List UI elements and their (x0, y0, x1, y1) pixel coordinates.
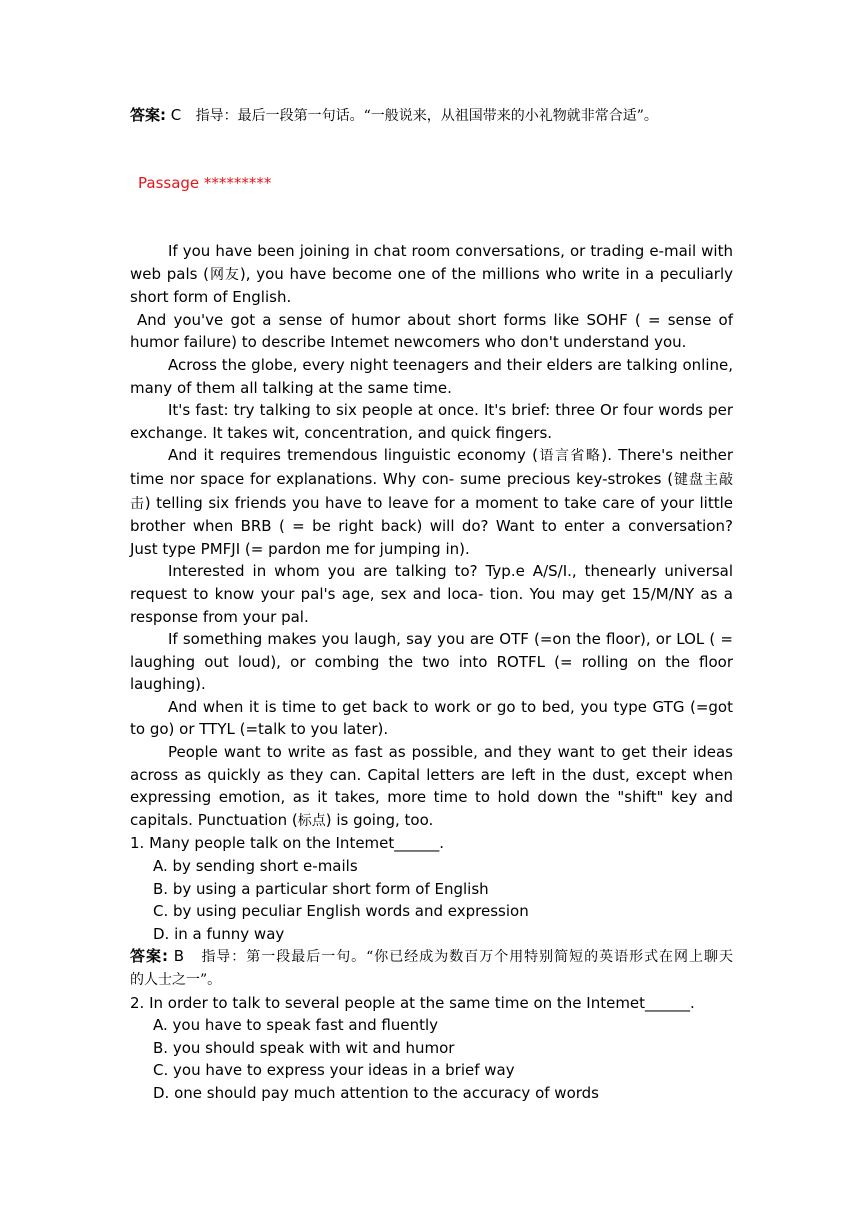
option-a: A. by sending short e-mails (153, 857, 358, 876)
chinese-gloss: 标点 (297, 812, 326, 829)
text-span: And it requires tremendous linguistic economy ( (168, 446, 539, 465)
paragraph-8 (130, 696, 733, 741)
answer-letter: C (170, 106, 182, 124)
option-c: C. you have to express your ideas in a brief way (153, 1061, 515, 1080)
chinese-gloss: 键盘主敲 (673, 471, 733, 488)
chinese-gloss: 语言省略 (538, 448, 602, 465)
answer-guide: 指导：第一段最后一句。“你已经成为数百万个用特别简短的英语形式在网上聊天 (201, 949, 734, 966)
paragraph-6 (130, 560, 733, 628)
text-line: laughing out loud), or combing the two into ROTFL (= rolling on the floor (130, 652, 733, 671)
text-line: exchange. It takes wit, concentration, and quick fingers. (130, 423, 553, 442)
paragraph-2 (130, 309, 733, 354)
question-2 (130, 992, 733, 1105)
text-span: ), you have become one of the millions who write in a peculiarly (239, 264, 733, 283)
text-line: If you have been joining in chat room conversations, or trading e-mail with (168, 242, 733, 260)
question-1 (130, 832, 733, 991)
text-line: to go) or TTYL (=talk to you later). (130, 720, 389, 739)
paragraph-5 (130, 444, 733, 560)
text-line: expressing emotion, as it takes, more time to hold down the "shift" key and (130, 788, 733, 807)
option-c: C. by using peculiar English words and expression (153, 902, 529, 921)
text-line (130, 468, 733, 492)
text-line: response from your pal. (130, 607, 309, 626)
text-span: ) telling six friends you have to leave for a moment to take care of your little (144, 493, 733, 512)
text-line: Across the globe, every night teenagers and their elders are talking online, (168, 355, 733, 374)
paragraph-4 (130, 399, 733, 444)
question-stem: 2. In order to talk to several people at the same time on the Intemet______. (130, 993, 695, 1012)
text-span: ) is going, too. (325, 810, 434, 829)
chinese-gloss: 网友 (209, 266, 240, 283)
text-line: laughing). (130, 675, 206, 694)
text-span: web pals ( (130, 264, 209, 283)
text-span: time nor space for explanations. Why con- sume precious key-strokes ( (130, 469, 674, 488)
paragraph-1 (130, 240, 733, 309)
text-line: short form of English. (130, 288, 292, 307)
option-d: D. one should pay much attention to the accuracy of words (153, 1083, 599, 1102)
paragraph-7 (130, 628, 733, 696)
text-line (130, 263, 733, 287)
text-span: ). There's neither (601, 446, 734, 465)
paragraph-3 (130, 354, 733, 399)
text-line: across as quickly as they can. Capital letters are left in the dust, except when (130, 765, 733, 784)
answer-label: 答案: (130, 106, 166, 124)
text-line: Just type PMFJI (= pardon me for jumping in). (130, 539, 470, 558)
answer-letter: B (173, 947, 185, 966)
answer-label: 答案: (130, 947, 168, 966)
option-d: D. in a funny way (153, 924, 285, 943)
text-line: many of them all talking at the same time. (130, 378, 452, 397)
text-line (130, 444, 733, 468)
option-b: B. by using a particular short form of English (153, 879, 489, 898)
text-line (130, 809, 733, 833)
question-stem: 1. Many people talk on the Intemet______. (130, 834, 445, 853)
text-line: humor failure) to describe Intemet newcomers who don't understand you. (130, 333, 687, 352)
option-a: A. you have to speak fast and fluently (153, 1016, 439, 1035)
passage-body (130, 240, 733, 1105)
text-line: People want to write as fast as possible, and they want to get their ideas (168, 743, 733, 762)
passage-title: Passage ********* (138, 174, 272, 192)
text-line: request to know your pal's age, sex and loca- tion. You may get 15/M/NY as a (130, 584, 733, 603)
text-span: capitals. Punctuation ( (130, 810, 298, 829)
text-line: It's fast: try talking to six people at once. It's brief: three Or four words per (168, 401, 733, 420)
paragraph-9 (130, 741, 733, 832)
text-line: brother when BRB ( = be right back) will do? Want to enter a conversation? (130, 517, 733, 536)
chinese-gloss: 击 (130, 495, 145, 512)
answer-guide-cont: 的人士之一”。 (130, 972, 222, 988)
answer-guide: 指导：最后一段第一句话。“一般说来，从祖国带来的小礼物就非常合适”。 (195, 108, 658, 124)
text-line: And when it is time to get back to work or go to bed, you type GTG (=got (168, 697, 733, 716)
answer-line (130, 945, 733, 969)
text-line (130, 492, 733, 516)
option-b: B. you should speak with wit and humor (153, 1038, 455, 1057)
text-line: If something makes you laugh, say you are OTF (=on the floor), or LOL ( = (168, 630, 733, 649)
answer-line (130, 104, 733, 128)
text-line: And you've got a sense of humor about short forms like SOHF ( = sense of (137, 310, 733, 329)
text-line: Interested in whom you are talking to? Typ.e A/S/I., thenearly universal (168, 562, 733, 581)
